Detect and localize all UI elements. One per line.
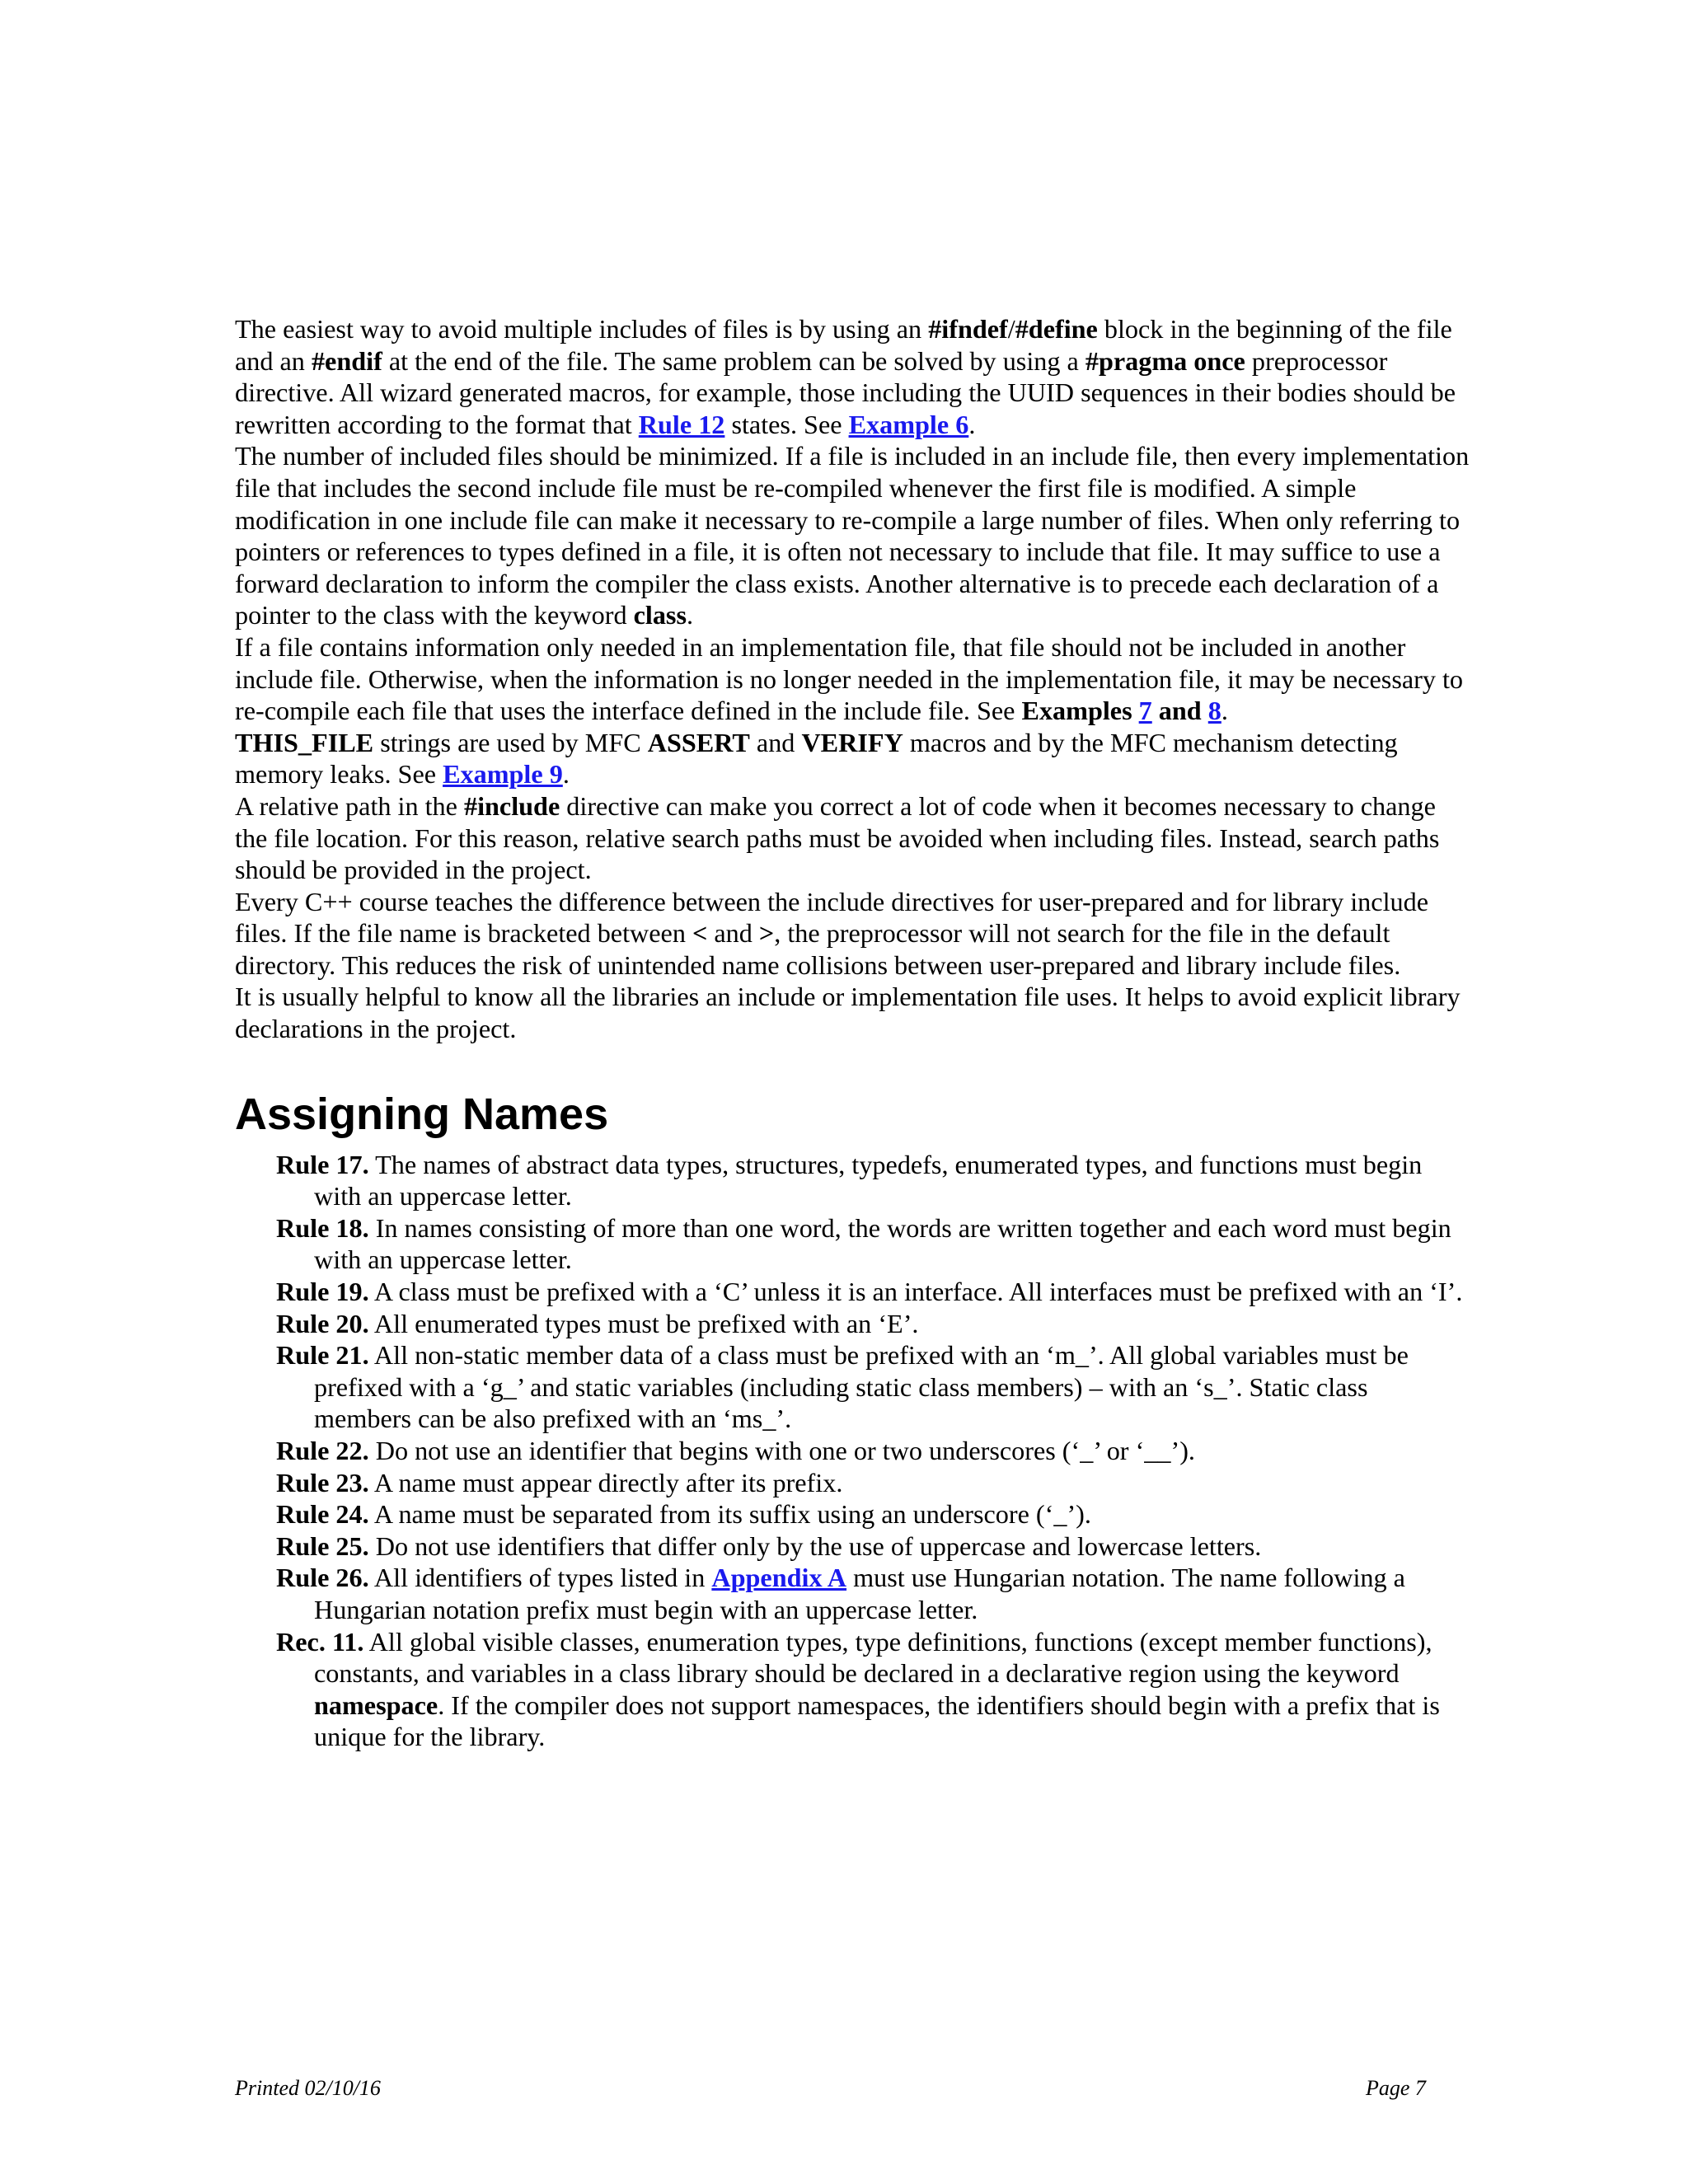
text-run: . xyxy=(686,600,694,630)
text-run: A relative path in the xyxy=(235,790,464,821)
rule-text: All global visible classes, enumeration types, type definitions, functions (except member functions), constants, and variables in a class library should be declared in a declarative region using the keyword xyxy=(314,1626,1432,1689)
keyword-class: class xyxy=(633,600,687,630)
rule-text: The names of abstract data types, structures, typedefs, enumerated types, and functions must begin with an uppercase letter. xyxy=(314,1149,1423,1212)
rule-18 xyxy=(276,1212,1471,1276)
rule-text: Do not use an identifier that begins with one or two underscores (‘_’ or ‘__’). xyxy=(368,1436,1195,1465)
text-run: / xyxy=(1007,314,1015,344)
text-run: The number of included files should be minimized. If a file is included in an include file, then every implementation file that includes the second include file must be re-compiled whenever the first file is modified. A simple modification in one include file can make it necessary to re-compile a large number of files. When only referring to pointers or references to types defined in a file, it is often not necessary to include that file. It may suffice to use a forward declaration to inform the compiler the class exists. Another alternative is to precede each declaration of a pointer to the class with the keyword xyxy=(235,441,1470,630)
paragraph-relative-path xyxy=(235,790,1471,886)
section-heading: Assigning Names xyxy=(235,1089,609,1139)
link-appendix-a[interactable]: Appendix A xyxy=(711,1563,847,1593)
rule-label: Rule 19. xyxy=(276,1277,369,1307)
rule-20 xyxy=(276,1308,1471,1340)
text-run: Every C++ course teaches the difference between the include directives for user-prepared and for library include files. If the file name is bracketed between xyxy=(235,886,1428,949)
rule-text: A name must appear directly after its prefix. xyxy=(368,1467,843,1497)
rule-text: A class must be prefixed with a ‘C’ unless it is an interface. All interfaces must be prefixed with an ‘I’. xyxy=(368,1277,1463,1307)
text-run: . xyxy=(562,759,570,790)
rule-label: Rule 25. xyxy=(276,1530,369,1561)
rule-text: Do not use identifiers that differ only by the use of uppercase and lowercase letters. xyxy=(368,1530,1262,1561)
rule-label: Rule 17. xyxy=(276,1149,369,1179)
text-run: , the preprocessor will not search for the file in the default directory. This reduces the risk of unintended name collisions between user-prepared and library include files. xyxy=(235,918,1401,980)
keyword-assert: ASSERT xyxy=(647,727,750,757)
rule-label: Rule 22. xyxy=(276,1436,369,1465)
text-run: . xyxy=(968,409,976,439)
paragraph-this-file xyxy=(235,727,1471,790)
footer-page-number: Page 7 xyxy=(1366,2076,1426,2100)
rule-21 xyxy=(276,1339,1471,1435)
rule-label: Rule 21. xyxy=(276,1340,369,1371)
rule-17 xyxy=(276,1149,1471,1212)
text-run: at the end of the file. The same problem can be solved by using a xyxy=(382,345,1085,376)
keyword-verify: VERIFY xyxy=(801,727,903,757)
text-run: directive can make you correct a lot of code when it becomes necessary to change the file location. For this reason, relative search paths must be avoided when including files. Instead, search paths should be provided in the project. xyxy=(235,790,1440,885)
link-example-8[interactable]: 8 xyxy=(1207,696,1221,726)
rule-text: A name must be separated from its suffix using an underscore (‘_’). xyxy=(368,1499,1091,1530)
keyword-include: #include xyxy=(463,790,560,821)
page-content xyxy=(235,313,1471,1753)
rec-11 xyxy=(276,1626,1471,1753)
rules-list xyxy=(276,1149,1471,1753)
text-run: strings are used by MFC xyxy=(373,727,648,757)
keyword-this-file: THIS_FILE xyxy=(235,727,374,757)
rule-label: Rule 23. xyxy=(276,1467,369,1497)
text-run: . xyxy=(1221,696,1228,726)
symbol-less-than: < xyxy=(692,918,708,949)
rule-26 xyxy=(276,1562,1471,1625)
rule-text: . If the compiler does not support namespaces, the identifiers should begin with a prefix that is unique for the library. xyxy=(314,1690,1440,1752)
text-run: macros and by the MFC mechanism detecting memory leaks. See xyxy=(235,727,1398,790)
paragraph-include-guards xyxy=(235,313,1471,440)
rule-text: In names consisting of more than one word, the words are written together and each word must begin with an uppercase letter. xyxy=(314,1212,1451,1275)
keyword-endif: #endif xyxy=(311,345,382,376)
paragraph-libraries xyxy=(235,981,1471,1044)
keyword-namespace: namespace xyxy=(314,1690,438,1720)
rule-text: All identifiers of types listed in xyxy=(368,1563,712,1593)
link-example-7[interactable]: 7 xyxy=(1138,696,1152,726)
text-run: states. See xyxy=(724,409,849,439)
text-run: The easiest way to avoid multiple includes of files is by using an xyxy=(235,314,929,344)
text-run: block in the beginning of the file and an xyxy=(235,314,1452,376)
text-run: and xyxy=(749,727,802,757)
rule-label: Rule 26. xyxy=(276,1563,369,1593)
footer-printed-date: Printed 02/10/16 xyxy=(235,2076,381,2100)
symbol-greater-than: > xyxy=(758,918,775,949)
link-rule-12[interactable]: Rule 12 xyxy=(638,409,725,439)
rule-25 xyxy=(276,1530,1471,1563)
keyword-pragma-once: #pragma once xyxy=(1085,345,1245,376)
link-example-6[interactable]: Example 6 xyxy=(848,409,969,439)
rule-24 xyxy=(276,1498,1471,1530)
keyword-define: #define xyxy=(1015,314,1098,344)
rule-label: Rec. 11. xyxy=(276,1626,364,1657)
text-run: and xyxy=(707,918,759,949)
link-example-9[interactable]: Example 9 xyxy=(443,759,563,790)
and-label: and xyxy=(1151,696,1208,726)
rule-label: Rule 24. xyxy=(276,1499,369,1530)
rule-label: Rule 18. xyxy=(276,1212,369,1243)
rule-text: must use Hungarian notation. The name following a Hungarian notation prefix must begin with an uppercase letter. xyxy=(314,1563,1405,1624)
rule-text: All non-static member data of a class must be prefixed with an ‘m_’. All global variables must be prefixed with a ‘g_’ and static variables (including static class members) – with an ‘s_’. Static class members can be also prefixed with an ‘ms_’. xyxy=(314,1340,1409,1434)
text-run: It is usually helpful to know all the libraries an include or implementation file uses. It helps to avoid explicit library declarations in the project. xyxy=(235,982,1461,1044)
rule-22 xyxy=(276,1435,1471,1467)
rule-label: Rule 20. xyxy=(276,1308,369,1338)
paragraph-minimize-includes xyxy=(235,440,1471,631)
rule-19 xyxy=(276,1276,1471,1308)
text-run: If a file contains information only needed in an implementation file, that file should not be included in another include file. Otherwise, when the information is no longer needed in the implementation file, it may be necessary to re-compile each file that uses the interface defined in the include file. See xyxy=(235,631,1464,726)
text-run: preprocessor directive. All wizard generated macros, for example, those including the UUID sequences in their bodies should be rewritten according to the format that xyxy=(235,345,1456,439)
rule-23 xyxy=(276,1467,1471,1499)
paragraph-implementation-info xyxy=(235,631,1471,727)
keyword-ifndef: #ifndef xyxy=(928,314,1008,344)
paragraph-include-directives xyxy=(235,886,1471,982)
examples-label: Examples xyxy=(1021,696,1139,726)
rule-text: All enumerated types must be prefixed with an ‘E’. xyxy=(368,1308,919,1338)
